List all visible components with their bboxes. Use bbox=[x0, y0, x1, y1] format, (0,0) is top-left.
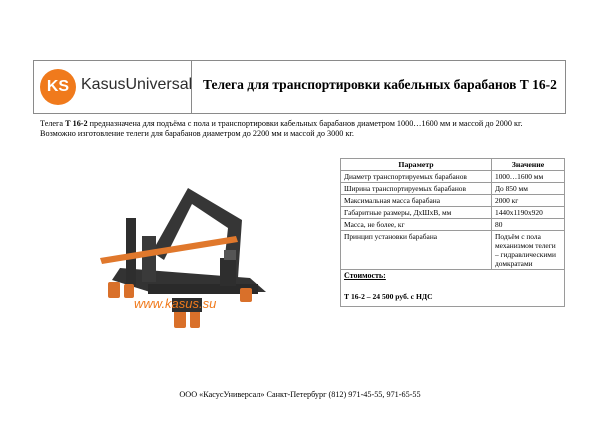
value-cell: 2000 кг bbox=[492, 195, 565, 207]
param-cell: Диаметр транспортируемых барабанов bbox=[341, 171, 492, 183]
intro-prefix: Телега bbox=[40, 119, 66, 128]
intro-line-2: Возможно изготовление телеги для барабанов диаметром до 2200 мм и массой до 3000 кг. bbox=[40, 129, 354, 138]
header-parameter: Параметр bbox=[341, 159, 492, 171]
header-value: Значение bbox=[492, 159, 565, 171]
logo-block bbox=[34, 61, 192, 113]
document-header bbox=[33, 60, 566, 114]
value-cell: 80 bbox=[492, 219, 565, 231]
cost-value: Т 16-2 – 24 500 руб. с НДС bbox=[344, 292, 433, 301]
footer-contacts: ООО «КасусУниверсал» Санкт-Петербург (812) 971-45-55, 971-65-55 bbox=[179, 390, 421, 399]
table-row bbox=[341, 195, 565, 207]
watermark-text: www.kasus.su bbox=[134, 296, 217, 311]
param-cell: Максимальная масса барабана bbox=[341, 195, 492, 207]
intro-line-1 bbox=[40, 119, 580, 129]
param-cell: Масса, не более, кг bbox=[341, 219, 492, 231]
param-cell: Ширина транспортируемых барабанов bbox=[341, 183, 492, 195]
logo-mark-text: KS bbox=[46, 78, 70, 95]
cost-cell bbox=[341, 270, 565, 307]
table-row bbox=[341, 207, 565, 219]
intro-model: Т 16-2 bbox=[65, 119, 88, 128]
table-row bbox=[341, 171, 565, 183]
param-cell: Принцип установки барабана bbox=[341, 231, 492, 270]
value-cell: 1440х1190х920 bbox=[492, 207, 565, 219]
param-cell: Габаритные размеры, ДхШхВ, мм bbox=[341, 207, 492, 219]
value-cell: 1000…1600 мм bbox=[492, 171, 565, 183]
logo-wordmark: KasusUniversal bbox=[81, 76, 193, 93]
logo-emblem bbox=[40, 69, 76, 105]
table-row bbox=[341, 219, 565, 231]
intro-line-1-rest: предназначена для подъёма с пола и транспортировки кабельных барабанов диаметром 1000…1600 мм и массой до 2000 кг. bbox=[87, 119, 523, 128]
cost-row bbox=[341, 270, 565, 307]
document-title: Телега для транспортировки кабельных барабанов Т 16-2 bbox=[203, 77, 557, 92]
table-row bbox=[341, 231, 565, 270]
intro-text bbox=[40, 119, 580, 139]
value-cell: Подъём с пола механизмом телеги – гидравлическими домкратами bbox=[492, 231, 565, 270]
spec-table bbox=[340, 158, 565, 307]
table-header-row bbox=[341, 159, 565, 171]
cost-label: Стоимость: bbox=[344, 271, 386, 280]
cart-illustration bbox=[90, 180, 280, 340]
table-row bbox=[341, 183, 565, 195]
value-cell: До 850 мм bbox=[492, 183, 565, 195]
